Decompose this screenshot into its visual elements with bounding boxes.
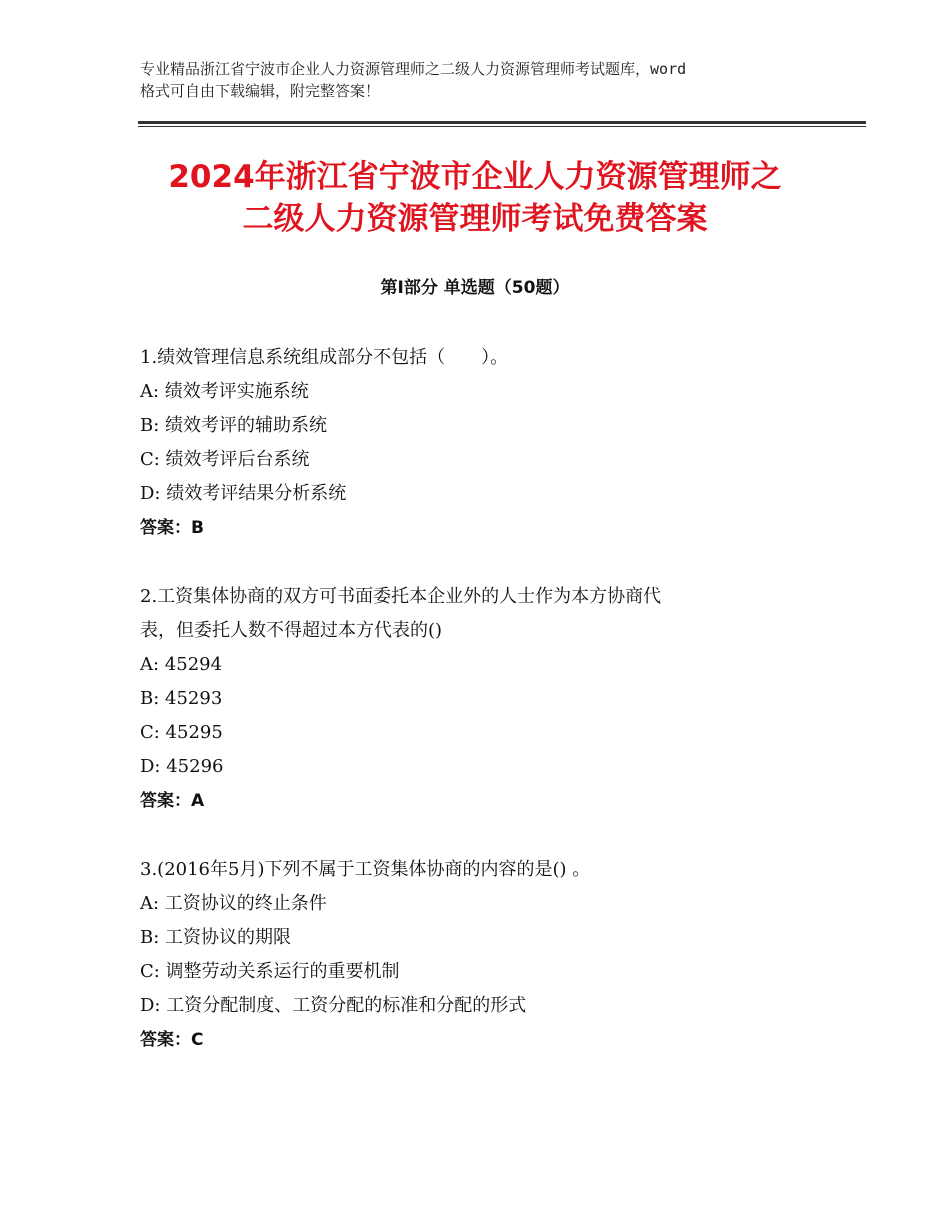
question-text-line-1: 2.工资集体协商的双方可书面委托本企业外的人士作为本方协商代 [140,586,662,607]
option-a: A: 45294 [140,654,223,675]
option-d: D: 45296 [140,756,224,777]
option-c: C: 45295 [140,722,223,743]
option-d: D: 工资分配制度、工资分配的标准和分配的形式 [140,995,527,1016]
option-a: A: 工资协议的终止条件 [140,893,327,914]
option-b: B: 绩效考评的辅助系统 [140,415,328,436]
answer: 答案：C [140,1030,204,1050]
header-divider-thick [138,121,866,124]
question-2 [140,580,820,818]
option-a: A: 绩效考评实施系统 [140,381,309,402]
option-d: D: 绩效考评结果分析系统 [140,483,347,504]
document-title [100,156,850,240]
question-3 [140,853,820,1057]
document-title-line-2: 二级人力资源管理师考试免费答案 [242,201,708,237]
option-b: B: 45293 [140,688,223,709]
header-divider-thin [138,126,866,127]
answer: 答案：A [140,791,205,811]
header-note-line-2: 格式可自由下载编辑，附完整答案！ [140,82,381,100]
section-heading: 第Ⅰ部分 单选题（50题） [380,278,570,298]
question-text: 1.绩效管理信息系统组成部分不包括（ ）。 [140,347,509,368]
option-b: B: 工资协议的期限 [140,927,292,948]
document-title-line-1: 2024年浙江省宁波市企业人力资源管理师之 [168,159,782,195]
answer: 答案：B [140,518,204,538]
option-c: C: 绩效考评后台系统 [140,449,310,470]
header-note [140,58,840,102]
question-text-line-2: 表，但委托人数不得超过本方代表的() [140,620,443,641]
question-1 [140,341,820,545]
question-text: 3.(2016年5月)下列不属于工资集体协商的内容的是() 。 [140,859,591,880]
option-c: C: 调整劳动关系运行的重要机制 [140,961,400,982]
header-note-line-1: 专业精品浙江省宁波市企业人力资源管理师之二级人力资源管理师考试题库，word [140,60,687,78]
